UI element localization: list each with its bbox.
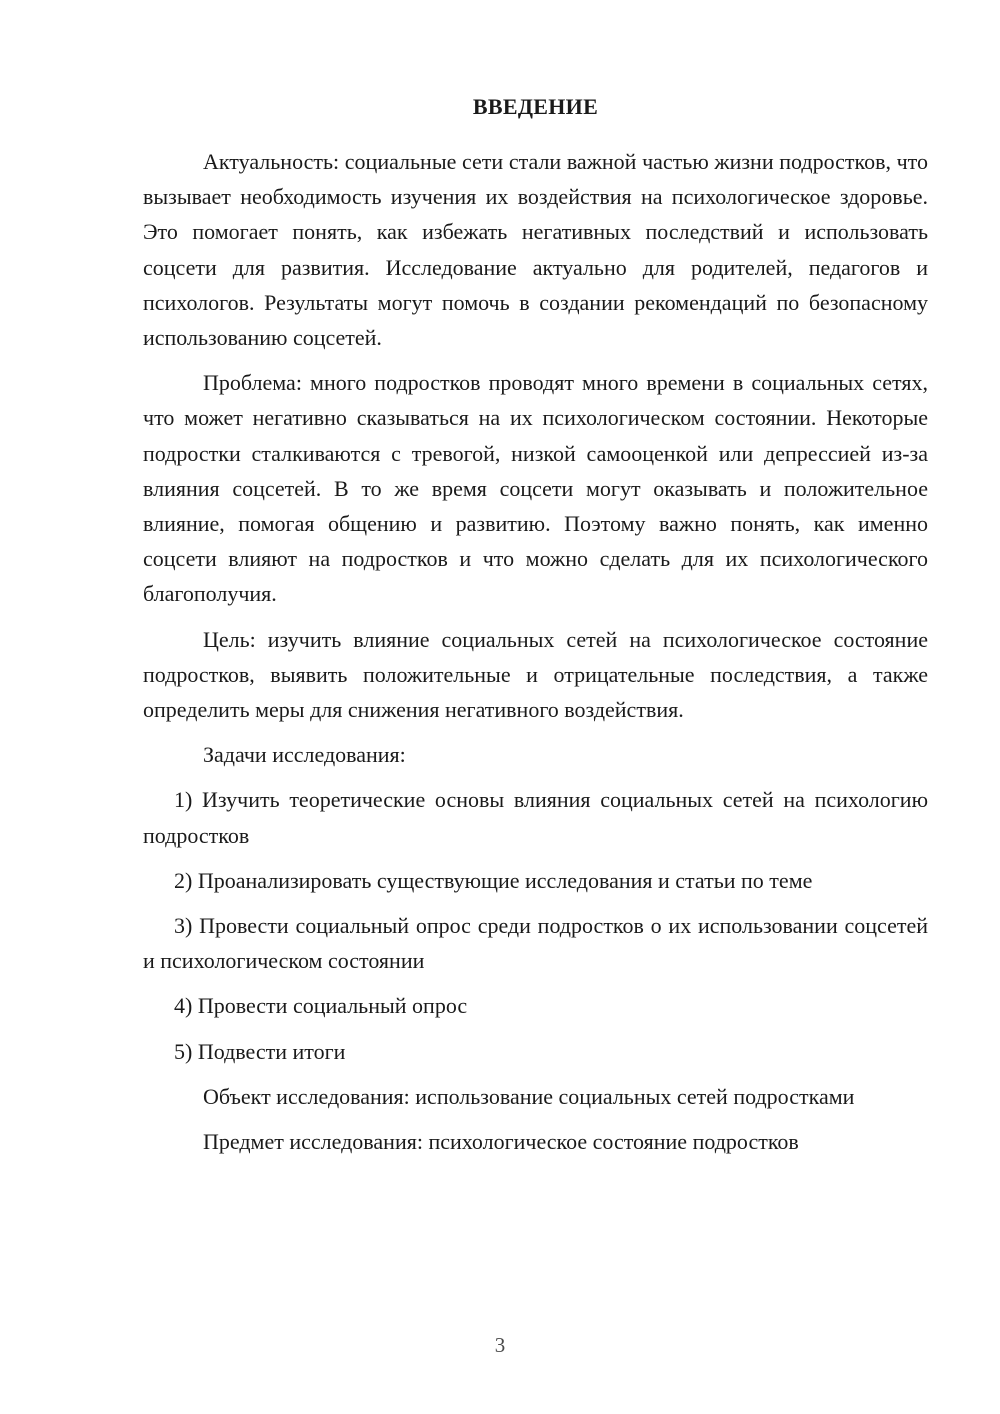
relevance-paragraph: Актуальность: социальные сети стали важной частью жизни подростков, что вызывает необходимость изучения их воздействия на психологическое здоровье. Это помогает понять, как избежать негативных последствий и использовать соцсети для развития. Исследование актуально для родителей, педагогов и психологов. Результаты могут помочь в создании рекомендаций по безопасному использованию соцсетей.: [143, 149, 928, 351]
task-item-2: 2) Проанализировать существующие исследования и статьи по теме: [174, 867, 813, 893]
task-item-5: 5) Подвести итоги: [174, 1038, 346, 1064]
page-number: 3: [494, 1333, 506, 1357]
page-title: ВВЕДЕНИЕ: [472, 94, 599, 119]
subject-paragraph: Предмет исследования: психологическое состояние подростков: [203, 1129, 799, 1155]
document-page: [143, 92, 928, 1169]
goal-paragraph: Цель: изучить влияние социальных сетей на психологическое состояние подростков, выявить положительные и отрицательные последствия, а также определить меры для снижения негативного воздействия.: [143, 626, 928, 723]
task-item-4: 4) Провести социальный опрос: [174, 993, 468, 1019]
problem-paragraph: Проблема: много подростков проводят много времени в социальных сетях, что может негативно сказываться на их психологическом состоянии. Некоторые подростки сталкиваются с тревогой, низкой самооценкой или депрессией из-за влияния соцсетей. В то же время соцсети могут оказывать и положительное влияние, помогая общению и развитию. Поэтому важно понять, как именно соцсети влияют на подростков и что можно сделать для их психологического благополучия.: [143, 370, 928, 607]
task-item-1: 1) Изучить теоретические основы влияния социальных сетей на психологию подростков: [143, 787, 928, 848]
object-paragraph: Объект исследования: использование социальных сетей подростками: [203, 1083, 855, 1109]
tasks-title: Задачи исследования:: [203, 742, 406, 768]
task-item-3: 3) Провести социальный опрос среди подростков о их использовании соцсетей и психологическом состоянии: [143, 913, 928, 974]
